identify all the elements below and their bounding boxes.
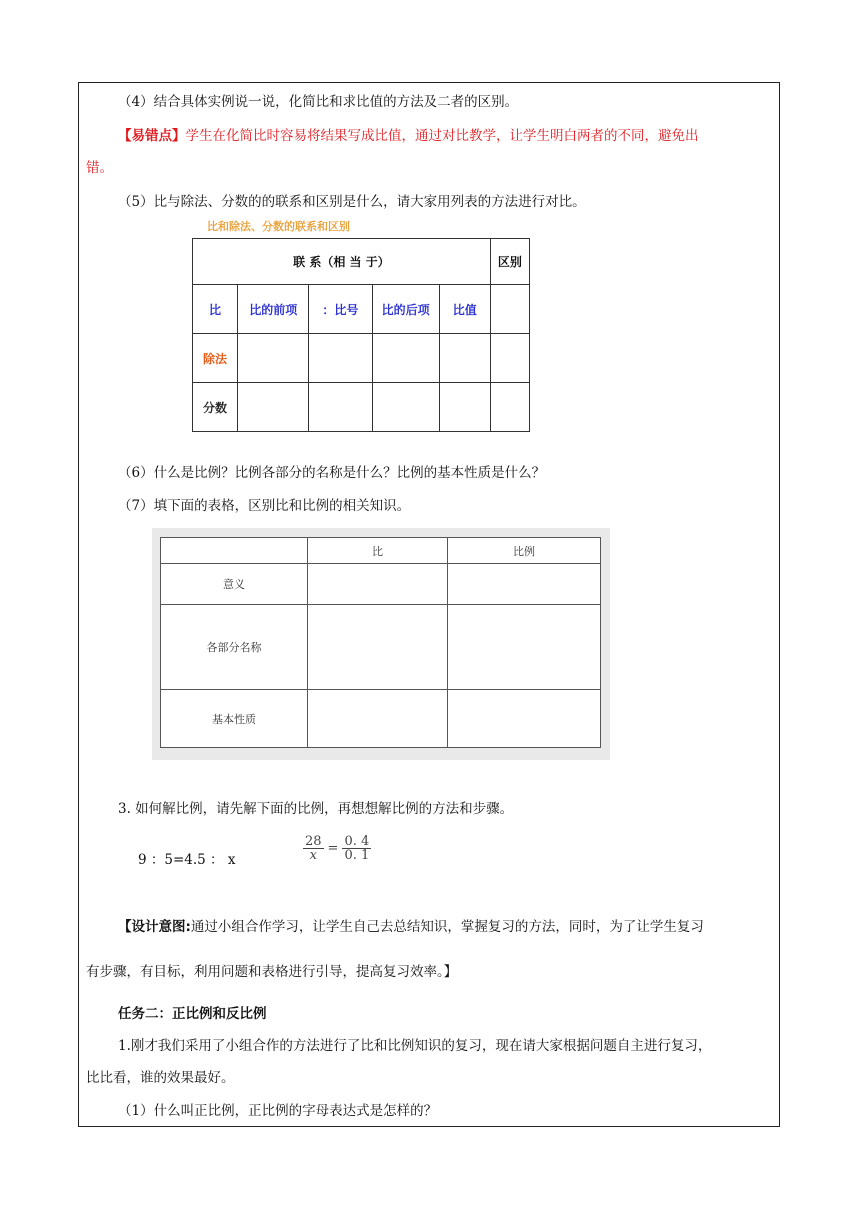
design-intent-line: [118, 917, 704, 937]
table1-cell: ：比号: [309, 285, 372, 334]
table2-row-part-names: 各部分名称: [161, 605, 308, 690]
design-intent-text: 通过小组合作学习，让学生自己去总结知识，掌握复习的方法，同时，为了让学生复习: [190, 919, 704, 935]
question-7: （7）填下面的表格，区别比和比例的相关知识。: [118, 498, 411, 514]
table1-cell: [309, 334, 372, 383]
table1-cell: 比: [193, 285, 238, 334]
design-intent-text-cont: 有步骤，有目标，利用问题和表格进行引导，提高复习效率。】: [86, 964, 458, 980]
table1-header-diff: 区别: [490, 239, 529, 285]
question-4: （4）结合具体实例说一说，化简比和求比值的方法及二者的区别。: [118, 94, 519, 110]
fraction-right: $\frac{0. 4}{0. 1}$: [344, 834, 370, 863]
table2-cell: [448, 605, 601, 690]
error-point-line: [118, 126, 699, 146]
error-point-label: 【易错点】: [118, 128, 186, 144]
paragraph-1-cont: 比比看，谁的效果最好。: [86, 1070, 235, 1086]
design-intent-label: 【设计意图:: [118, 919, 191, 935]
table1-cell: [238, 334, 309, 383]
table1-cell: [372, 383, 439, 432]
table2-image: [152, 528, 610, 760]
equation-1: 9 ：5=4.5 ： x: [138, 852, 236, 868]
table1-cell: [439, 383, 490, 432]
table1-cell: [309, 383, 372, 432]
table2-cell: [448, 564, 601, 605]
table1-cell: [439, 334, 490, 383]
table1-header-relation: 联 系（相 当 于）: [193, 239, 491, 285]
table1-title: 比和除法、分数的联系和区别: [207, 220, 350, 233]
task-2-heading: 任务二：正比例和反比例: [118, 1006, 267, 1022]
table1-cell: [490, 334, 529, 383]
question-6: （6）什么是比例？比例各部分的名称是什么？比例的基本性质是什么？: [118, 465, 546, 481]
fraction-left: $\frac{28}{x}$: [305, 834, 322, 863]
ratio-proportion-table: [160, 537, 601, 748]
table1-cell: [372, 334, 439, 383]
table1-cell: [490, 285, 529, 334]
table1-cell: [490, 383, 529, 432]
equation-2: $\frac{28}{x}$ = $\frac{0. 4}{0. 1}$: [305, 834, 370, 863]
comparison-table: [192, 238, 530, 432]
question-3: 3. 如何解比例，请先解下面的比例，再想想解比例的方法和步骤。: [118, 801, 514, 817]
table1-row-fraction: 分数: [193, 383, 238, 432]
table1-cell: [238, 383, 309, 432]
table1-row-division: 除法: [193, 334, 238, 383]
error-point-text: 学生在化简比时容易将结果写成比值，通过对比教学，让学生明白两者的不同，避免出: [185, 128, 699, 144]
table1-cell: 比的前项: [238, 285, 309, 334]
table2-row-meaning: 意义: [161, 564, 308, 605]
table2-cell: [308, 564, 448, 605]
table1-cell: 比的后项: [372, 285, 439, 334]
question-1: （1）什么叫正比例，正比例的字母表达式是怎样的？: [118, 1103, 438, 1119]
table2-cell: [448, 690, 601, 748]
table1-cell: 比值: [439, 285, 490, 334]
table2-col-proportion: 比例: [448, 538, 601, 564]
table2-cell: [161, 538, 308, 564]
question-5: （5）比与除法、分数的的联系和区别是什么，请大家用列表的方法进行对比。: [118, 194, 586, 210]
table2-cell: [308, 690, 448, 748]
table2-col-ratio: 比: [308, 538, 448, 564]
error-point-text-cont: 错。: [86, 160, 113, 176]
paragraph-1: 1.刚才我们采用了小组合作的方法进行了比和比例知识的复习，现在请大家根据问题自主进行复习，: [118, 1038, 712, 1054]
table2-cell: [308, 605, 448, 690]
table2-row-basic-property: 基本性质: [161, 690, 308, 748]
